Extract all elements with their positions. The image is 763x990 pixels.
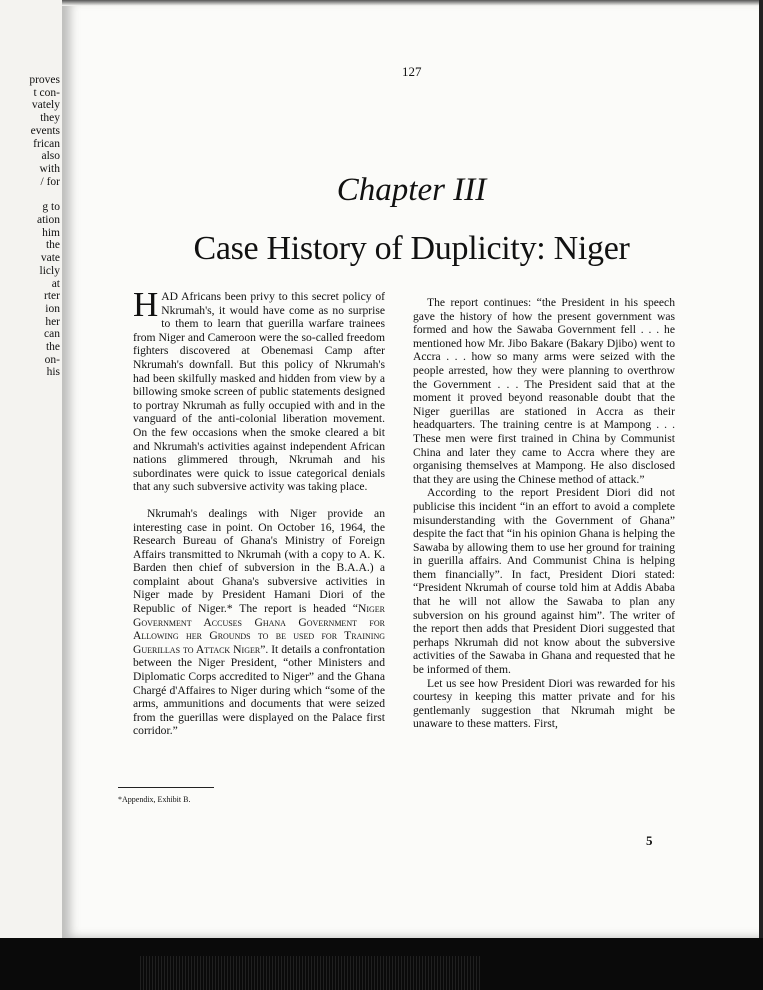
left-page-fragment: the	[45, 341, 60, 354]
left-page-fragment: events	[30, 124, 60, 137]
left-page-fragment: on-	[44, 353, 60, 366]
folio-number: 5	[646, 833, 653, 848]
chapter-label: Chapter III	[336, 172, 487, 208]
left-page-fragment: vately	[31, 99, 60, 112]
left-page-fragment: with	[39, 162, 60, 175]
left-page-fragment: / for	[40, 175, 60, 188]
footnote-rule	[118, 787, 214, 788]
left-page-fragment: ion	[45, 302, 60, 315]
footnote: *Appendix, Exhibit B.	[118, 795, 191, 804]
scan-noise	[140, 956, 480, 990]
page-top-edge	[62, 0, 763, 6]
left-page-text-fragments	[0, 74, 60, 379]
paragraph-text: ”. It details a confrontation between the Niger President, “other Ministers and Diplomatic Corps accredited to Niger” and the Ghana Chargé d'Affaires to Niger during which “some of the arms, ammunitions and documents that were seized from the guerillas were displayed on the Palace first corridor.”	[133, 642, 385, 738]
paragraph: The report continues: “the President in his speech gave the history of how the present government was formed and how the Sawaba Government fell . . . he mentioned how Mr. Jibo Bakare (Bakary Djibo) went to Accra . . . how so many arms were seized with the people arrested, how they were planning to overthrow the Government . . . The President said that at the moment it proved beyond reasonable doubt that the Niger guerillas are stationed in Accra as their headquarters. The training centre is at Mampong . . . These men were first trained in China by Communist China and later they came to Accra where they are organising themselves at Mampong. He also disclosed that they are using the Chinese method of attack.”	[413, 296, 675, 486]
left-page-fragment: frican	[33, 137, 60, 150]
paragraph	[133, 285, 385, 494]
left-page-fragment: rter	[44, 290, 60, 303]
page-number: 127	[402, 64, 422, 79]
left-page-fragment: at	[51, 277, 60, 290]
paragraph	[133, 507, 385, 738]
left-page-fragment: licly	[39, 264, 60, 277]
left-page-fragment: g to	[42, 201, 60, 214]
left-page-fragment: vate	[40, 252, 60, 265]
page-right-edge	[759, 0, 763, 938]
scanner-bottom-band	[0, 938, 763, 990]
right-text-column	[413, 296, 675, 731]
paragraph-text: Nkrumah's dealings with Niger provide an interesting case in point. On October 16, 1964, the Research Bureau of Ghana's Ministry of Foreign Affairs transmitted to Nkrumah (with a copy to A. K. Barden then chief of subversion in the B.A.A.) a complaint about Ghana's subversive activities in Niger made by President Hamani Diori of the Republic of Niger.* The report is headed “	[133, 506, 385, 616]
left-text-column	[133, 285, 385, 738]
drop-cap: H	[133, 285, 159, 324]
paragraph: According to the report President Diori did not publicise this incident “in an effort to avoid a complete misunderstanding with the Government of Ghana” despite the fact that “in his opinion Ghana is helping the Sawaba by allowing them to use her ground for training in guerilla affairs. And Communist China is helping them financially”. In fact, President Diori stated: “President Nkrumah of course told him at Addis Ababa that he will not allow the Sawaba to plan any subversion on his ground against him”. The writer of the report then adds that President Diori suggested that perhaps Nkrumah did not know about the subversive activities of the Sawaba in Ghana and requested that he be informed of them.	[413, 486, 675, 677]
left-page-fragment: her	[45, 315, 60, 328]
paragraph-text: AD Africans been privy to this secret policy of Nkrumah's, it would have come as no surprise to them to learn that guerilla warfare trainees from Niger and Cameroon were the so-called freedom fighters discovered at Obenemasi Camp after Nkrumah's downfall. But this policy of Nkrumah's had been skilfully masked and hidden from view by a billowing smoke screen of public statements designed to portray Nkrumah as fully occupied with and in the vanguard of the anti-colonial liberation movement. On the few occasions when the smoke cleared a bit and Nkrumah's activities against independent African nations glimmered through, Nkrumah and his subordinates were quick to issue categorical denials that any such subversive activity was taking place.	[133, 290, 385, 494]
left-page-fragment: him	[42, 226, 60, 239]
left-page-fragment: also	[41, 150, 60, 163]
left-page-margin	[0, 0, 62, 938]
left-page-fragment: ation	[37, 214, 60, 227]
left-page-fragment: the	[45, 239, 60, 252]
paragraph: Let us see how President Diori was rewarded for his courtesy in keeping this matter private and for his gentlemanly suggestion that Nkrumah might be unaware to these matters. First,	[413, 676, 675, 731]
left-page-fragment: t con-	[33, 86, 60, 99]
left-page-fragment: they	[40, 112, 60, 125]
left-page-fragment: can	[44, 328, 60, 341]
report-heading: Niger Government Accuses Ghana Government for Allowing her Grounds to be used for Training Guerillas to Attack Niger	[133, 602, 385, 656]
left-page-fragment: his	[46, 366, 60, 379]
chapter-title: Case History of Duplicity: Niger	[193, 230, 630, 267]
left-page-fragment: proves	[29, 74, 60, 86]
